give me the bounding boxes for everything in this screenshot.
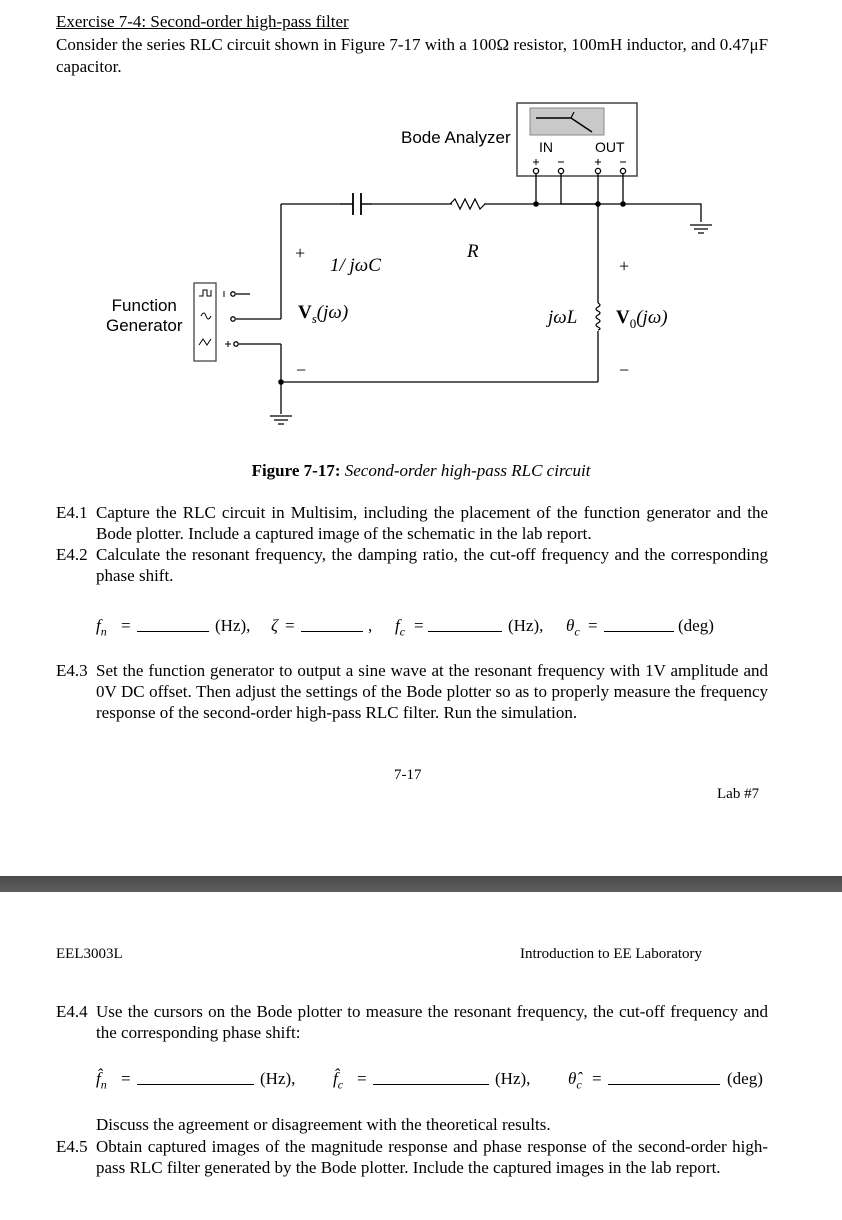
item-number: E4.1 [56, 503, 88, 522]
junction-dot [620, 201, 626, 207]
vo-minus: − [619, 360, 630, 380]
vs-symbol: V [298, 302, 312, 323]
fn-symbol: $f_n$ [96, 616, 107, 639]
function-generator-label-line2: Generator [106, 316, 183, 335]
theta-unit: (deg) [678, 616, 714, 635]
vo-label [616, 307, 668, 332]
theta-hat-answer-blank[interactable] [608, 1069, 720, 1085]
theta-hat-unit: (deg) [727, 1069, 763, 1088]
junction-dot [278, 379, 284, 385]
fc-answer-blank[interactable] [428, 616, 502, 632]
figure-caption [0, 461, 842, 481]
vo-argument: (jω) [636, 307, 668, 328]
fn-hat-answer-blank[interactable] [137, 1069, 254, 1085]
item-number: E4.5 [56, 1137, 88, 1156]
zeta-comma: , [368, 616, 373, 635]
vs-plus: + [295, 243, 306, 263]
junction-dot [533, 201, 539, 207]
zeta-equals: = [285, 616, 295, 635]
item-text: Capture the RLC circuit in Multisim, including the placement of the function generator and the Bode plotter. Include a captured image of the schematic in the lab report. [96, 503, 768, 543]
fc-symbol: $f_c$ [395, 616, 406, 639]
theta-hat-symbol: $\thetâ_c$ [568, 1069, 582, 1092]
item-e4-3 [56, 660, 768, 723]
item-e4-5 [56, 1136, 768, 1178]
item-number: E4.2 [56, 545, 88, 564]
fc-unit: (Hz), [508, 616, 544, 635]
item-number: E4.4 [56, 1002, 88, 1021]
bode-out-label: OUT [595, 139, 625, 155]
vs-subscript: s [311, 310, 317, 326]
capacitor-label: 1/ jωC [330, 255, 381, 276]
item-e4-2 [56, 544, 768, 586]
course-title-header: Introduction to EE Laboratory [520, 946, 703, 962]
course-code-header: EEL3003L [56, 946, 123, 962]
item-text: Obtain captured images of the magnitude response and phase response of the second-order high-pass RLC filter generated by the Bode plotter. Include the captured images in the lab report. [96, 1137, 768, 1177]
fn-equals: = [121, 616, 131, 635]
fn-hat-unit: (Hz), [260, 1069, 296, 1088]
fc-hat-symbol: $f̂_c$ [333, 1069, 344, 1092]
measured-answer-row [0, 1069, 842, 1093]
junction-dot [595, 201, 601, 207]
fc-equals: = [414, 616, 424, 635]
resistor-label: R [467, 241, 479, 262]
zeta-answer-blank[interactable] [301, 616, 363, 632]
intro-paragraph: Consider the series RLC circuit shown in Figure 7-17 with a 100Ω resistor, 100mH inductor, and 0.47μF capacitor. [56, 35, 769, 76]
figure-caption-text: Second-order high-pass RLC circuit [340, 461, 591, 480]
vs-argument: (jω) [316, 302, 349, 323]
inductor-label: jωL [548, 307, 578, 328]
theta-symbol: $\theta_c$ [566, 616, 580, 639]
vs-label [298, 302, 348, 327]
vo-symbol: V [616, 307, 630, 328]
fn-hat-equals: = [121, 1069, 131, 1088]
fc-hat-answer-blank[interactable] [373, 1069, 489, 1085]
fc-hat-equals: = [357, 1069, 367, 1088]
discussion-prompt: Discuss the agreement or disagreement with the theoretical results. [96, 1115, 551, 1134]
bode-analyzer-label: Bode Analyzer [401, 128, 511, 147]
item-e4-1 [56, 502, 768, 544]
theta-equals: = [588, 616, 598, 635]
page-number: 7-17 [394, 767, 422, 783]
vo-plus: + [619, 256, 630, 276]
lab-number-label: Lab #7 [717, 786, 760, 802]
item-text: Set the function generator to output a sine wave at the resonant frequency with 1V amplitude and 0V DC offset. Then adjust the settings of the Bode plotter so as to properly measure the frequency response of the second-order high-pass RLC filter. Run the simulation. [96, 661, 768, 722]
zeta-symbol: ζ [271, 616, 278, 635]
figure-caption-number: Figure 7-17: [251, 461, 341, 480]
vs-minus: − [296, 360, 307, 380]
item-e4-4 [56, 1001, 768, 1043]
page-divider [0, 876, 842, 892]
vo-subscript: 0 [629, 315, 637, 331]
item-number: E4.3 [56, 661, 88, 680]
fc-hat-unit: (Hz), [495, 1069, 531, 1088]
function-generator-box [194, 283, 216, 361]
function-generator-label-line1: Function [111, 296, 177, 315]
item-text: Use the cursors on the Bode plotter to measure the resonant frequency, the cut-off frequency and the corresponding phase shift: [96, 1002, 768, 1042]
fn-hat-symbol: $f̂_n$ [96, 1069, 107, 1092]
theta-hat-equals: = [592, 1069, 602, 1088]
exercise-title: Exercise 7-4: Second-order high-pass filter [56, 12, 349, 31]
theta-answer-blank[interactable] [604, 616, 674, 632]
bode-in-label: IN [539, 139, 553, 155]
item-text: Calculate the resonant frequency, the damping ratio, the cut-off frequency and the corresponding phase shift. [96, 545, 768, 585]
fn-answer-blank[interactable] [137, 616, 209, 632]
bode-display [530, 108, 604, 135]
theory-answer-row [0, 616, 842, 640]
function-generator-label [106, 296, 183, 336]
fn-unit: (Hz), [215, 616, 251, 635]
